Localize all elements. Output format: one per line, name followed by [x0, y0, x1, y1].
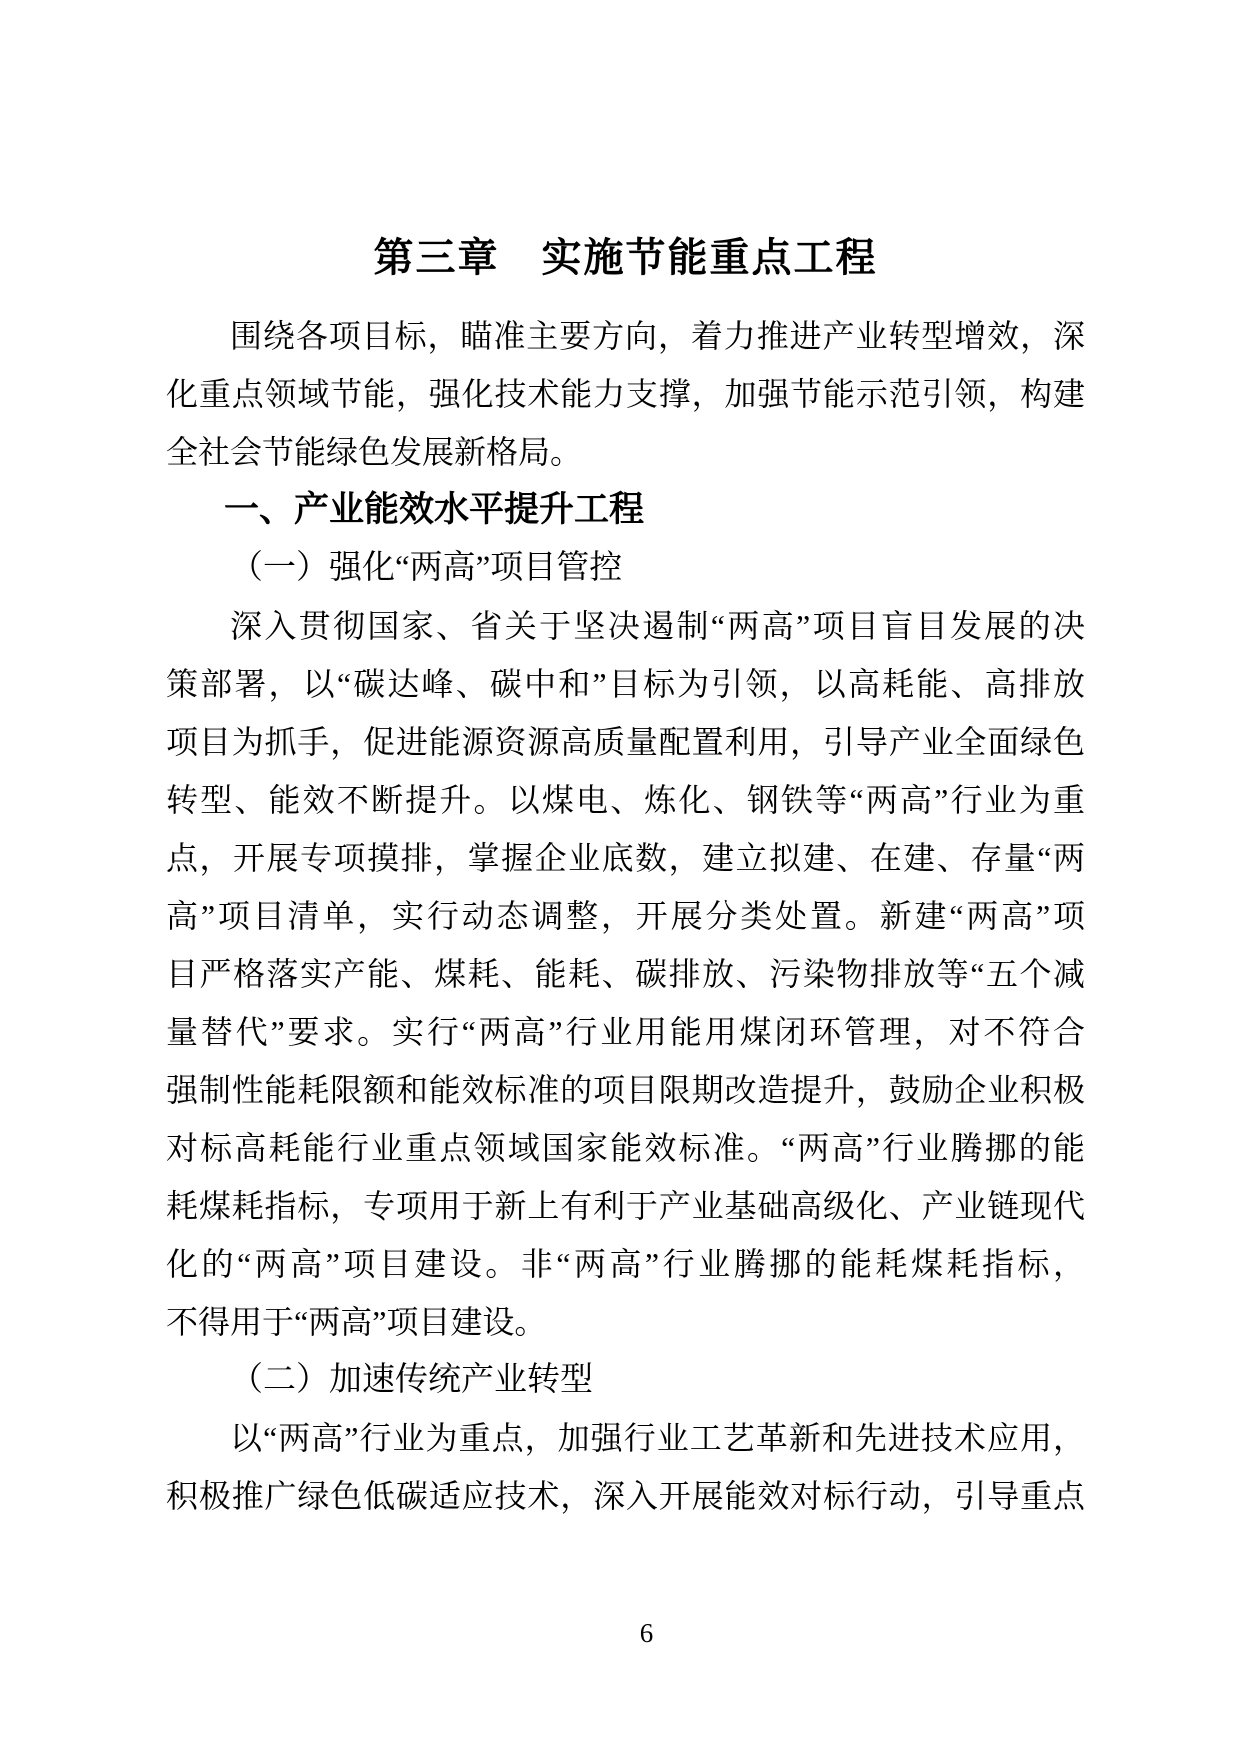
paragraph2-line: 目严格落实产能、煤耗、能耗、碳排放、污染物排放等“五个减 — [166, 956, 1085, 992]
subsection2-heading: （二）加速传统产业转型 — [230, 1362, 593, 1398]
paragraph2-line: 项目为抓手，促进能源资源高质量配置利用，引导产业全面绿色 — [166, 724, 1085, 760]
paragraph1-line: 全社会节能绿色发展新格局。 — [166, 434, 583, 470]
subsection1-heading: （一）强化“两高”项目管控 — [230, 550, 623, 586]
paragraph2-line: 高”项目清单，实行动态调整，开展分类处置。新建“两高”项 — [166, 898, 1085, 934]
body-text-block — [166, 307, 1085, 1525]
paragraph3-line: 以“两高”行业为重点，加强行业工艺革新和先进技术应用， — [230, 1420, 1085, 1456]
paragraph2-line: 量替代”要求。实行“两高”行业用能用煤闭环管理，对不符合 — [166, 1014, 1085, 1050]
page-number: 6 — [639, 1618, 654, 1648]
paragraph2-line: 强制性能耗限额和能效标准的项目限期改造提升，鼓励企业积极 — [166, 1072, 1085, 1108]
paragraph2-line: 对标高耗能行业重点领域国家能效标准。“两高”行业腾挪的能 — [166, 1130, 1085, 1166]
paragraph1-line: 化重点领域节能，强化技术能力支撑，加强节能示范引领，构建 — [166, 376, 1085, 412]
chapter-title: 第三章 实施节能重点工程 — [373, 236, 878, 280]
paragraph2-line: 策部署，以“碳达峰、碳中和”目标为引领，以高耗能、高排放 — [166, 666, 1085, 702]
paragraph1-line: 围绕各项目标，瞄准主要方向，着力推进产业转型增效，深 — [230, 318, 1085, 354]
section1-heading: 一、产业能效水平提升工程 — [224, 490, 645, 529]
paragraph3-line: 积极推广绿色低碳适应技术，深入开展能效对标行动，引导重点 — [166, 1478, 1085, 1514]
paragraph2-line: 化的“两高”项目建设。非“两高”行业腾挪的能耗煤耗指标， — [166, 1246, 1085, 1282]
paragraph2-line: 深入贯彻国家、省关于坚决遏制“两高”项目盲目发展的决 — [230, 608, 1085, 644]
paragraph2-line: 耗煤耗指标，专项用于新上有利于产业基础高级化、产业链现代 — [166, 1188, 1085, 1224]
paragraph2-line: 点，开展专项摸排，掌握企业底数，建立拟建、在建、存量“两 — [166, 840, 1085, 876]
paragraph2-line: 转型、能效不断提升。以煤电、炼化、钢铁等“两高”行业为重 — [166, 782, 1085, 818]
paragraph2-line: 不得用于“两高”项目建设。 — [166, 1304, 547, 1340]
